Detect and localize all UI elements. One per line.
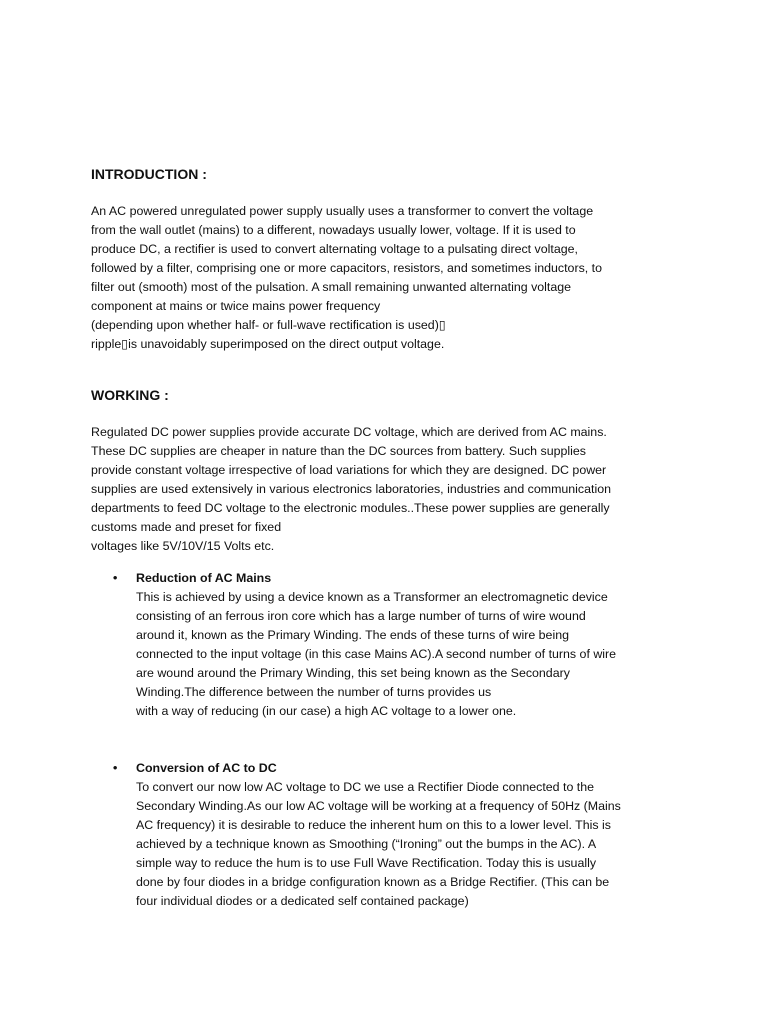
- bullet-line: To convert our now low AC voltage to DC we use a Rectifier Diode connected to the: [136, 780, 595, 794]
- bullet-title: Reduction of AC Mains: [136, 571, 272, 585]
- bullet-line: simple way to reduce the hum is to use Full Wave Rectification. Today this is usually: [136, 856, 597, 870]
- bullet-line: with a way of reducing (in our case) a high AC voltage to a lower one.: [136, 704, 517, 718]
- bullet-icon: •: [113, 761, 118, 775]
- bullet-icon: •: [113, 571, 118, 585]
- bullet-line: four individual diodes or a dedicated self contained package): [136, 894, 469, 908]
- bullet-line: consisting of an ferrous iron core which has a large number of turns of wire wound: [136, 609, 586, 623]
- bullet-line: This is achieved by using a device known as a Transformer an electromagnetic device: [136, 590, 608, 604]
- paragraph-line: provide constant voltage irrespective of load variations for which they are designed. DC power: [91, 463, 607, 477]
- bullet-line: AC frequency) it is desirable to reduce the inherent hum on this to a lower level. This is: [136, 818, 611, 832]
- paragraph-line: from the wall outlet (mains) to a different, nowadays usually lower, voltage. If it is used to: [91, 223, 576, 237]
- paragraph-line: departments to feed DC voltage to the electronic modules..These power supplies are generally: [91, 501, 610, 515]
- paragraph-line: voltages like 5V/10V/15 Volts etc.: [91, 539, 275, 553]
- paragraph-line: An AC powered unregulated power supply usually uses a transformer to convert the voltage: [91, 204, 594, 218]
- introduction-paragraph: [91, 202, 691, 354]
- bullet-body: [136, 759, 716, 911]
- paragraph-line: These DC supplies are cheaper in nature than the DC sources from battery. Such supplies: [91, 444, 586, 458]
- paragraph-line: component at mains or twice mains power frequency: [91, 299, 381, 313]
- bullet-line: done by four diodes in a bridge configuration known as a Bridge Rectifier. (This can be: [136, 875, 610, 889]
- bullet-line: around it, known as the Primary Winding. The ends of these turns of wire being: [136, 628, 569, 642]
- bullet-line: achieved by a technique known as Smoothing (“Ironing” out the bumps in the AC). A: [136, 837, 597, 851]
- bullet-line: Winding.The difference between the number of turns provides us: [136, 685, 492, 699]
- bullet-line: connected to the input voltage (in this case Mains AC).A second number of turns of wire: [136, 647, 617, 661]
- bullet-line: Secondary Winding.As our low AC voltage will be working at a frequency of 50Hz (Mains: [136, 799, 621, 813]
- working-heading: WORKING :: [91, 387, 169, 403]
- paragraph-line: filter out (smooth) most of the pulsation. A small remaining unwanted alternating voltage: [91, 280, 572, 294]
- paragraph-line: followed by a filter, comprising one or more capacitors, resistors, and sometimes inductors, to: [91, 261, 602, 275]
- bullet-line: are wound around the Primary Winding, this set being known as the Secondary: [136, 666, 570, 680]
- paragraph-line: customs made and preset for fixed: [91, 520, 282, 534]
- paragraph-line: supplies are used extensively in various electronics laboratories, industries and communication: [91, 482, 611, 496]
- bullet-body: [136, 569, 716, 721]
- paragraph-line: produce DC, a rectifier is used to convert alternating voltage to a pulsating direct voltage,: [91, 242, 578, 256]
- paragraph-line: (depending upon whether half- or full-wave rectification is used)▯: [91, 318, 446, 332]
- working-paragraph: [91, 423, 691, 556]
- introduction-heading: INTRODUCTION :: [91, 166, 207, 182]
- paragraph-line: Regulated DC power supplies provide accurate DC voltage, which are derived from AC mains.: [91, 425, 607, 439]
- paragraph-line: ripple▯is unavoidably superimposed on the direct output voltage.: [91, 337, 445, 351]
- bullet-title: Conversion of AC to DC: [136, 761, 277, 775]
